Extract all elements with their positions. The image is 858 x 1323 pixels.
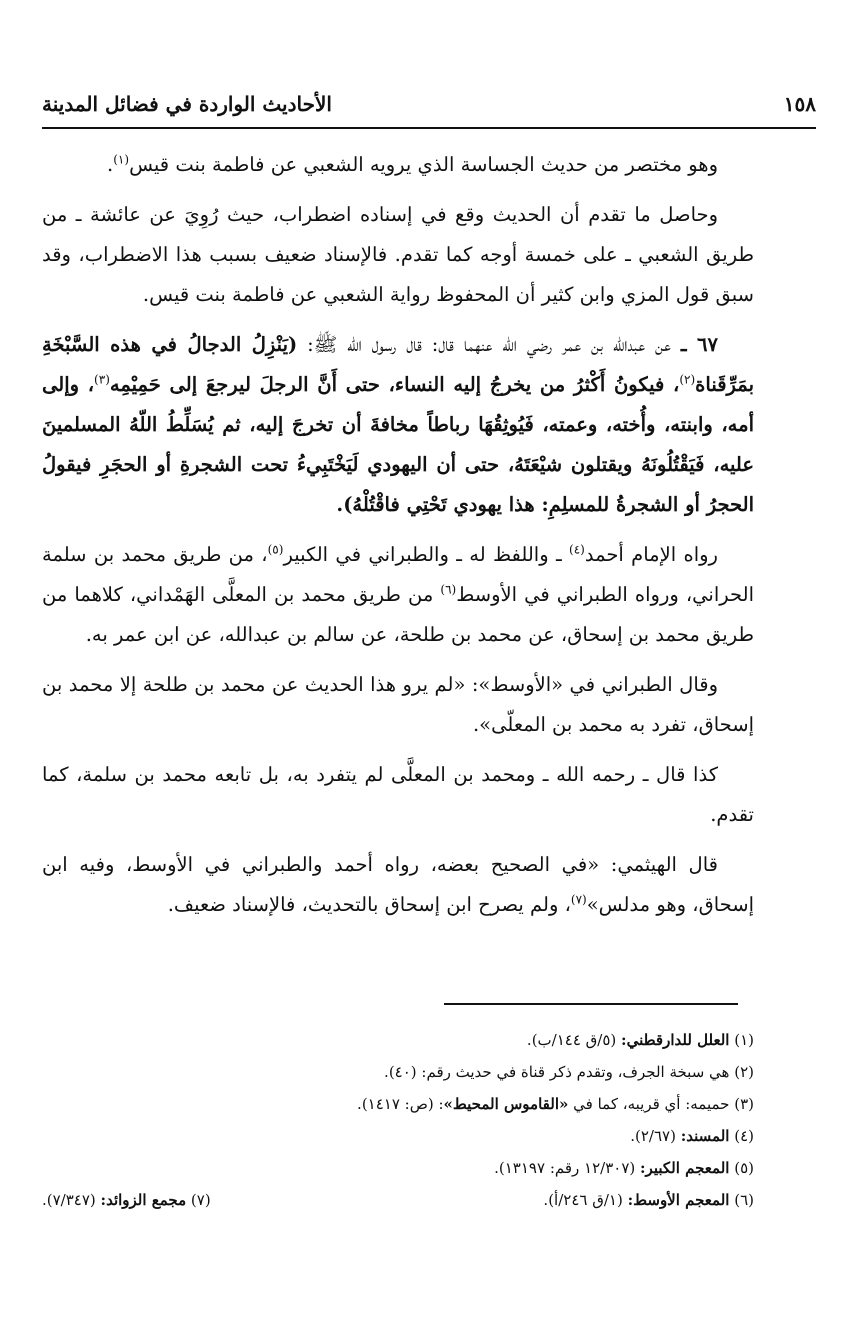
footnote-4-label: المسند:: [680, 1127, 730, 1145]
footnote-7-text: (٧/٣٤٧).: [42, 1191, 101, 1209]
footnote-7-number: (٧): [190, 1191, 211, 1209]
footnote-4-text: (٢/٦٧).: [630, 1127, 681, 1145]
footnote-1-text: (٥/ق ١٤٤/ب).: [526, 1031, 622, 1049]
main-text: [42, 145, 754, 935]
haythami-part-b: ، ولم يصرح ابن إسحاق بالتحديث، فالإسناد ضعيف.: [167, 893, 571, 916]
footnote-6-number: (٦): [734, 1191, 754, 1209]
footnote-5-label: المعجم الكبير:: [640, 1159, 730, 1177]
footnote-ref-4[interactable]: (٤): [569, 542, 585, 557]
footnote-ref-7[interactable]: (٧): [570, 892, 587, 907]
footnotes: [42, 1024, 754, 1216]
hadith-number: ٦٧ ـ: [680, 333, 718, 356]
paragraph-haythami: [42, 845, 754, 925]
haythami-part-a: قال الهيثمي: «في الصحيح بعضه، رواه أحمد والطبراني في الأوسط، وفيه ابن إسحاق، وهو مدلس»: [42, 853, 754, 916]
running-title: الأحاديث الواردة في فضائل المدينة: [42, 92, 332, 116]
footnote-2: [42, 1056, 754, 1088]
hadith-isnad: عن عبدالله بن عمر رضي الله عنهما قال: قال رسول الله ﷺ:: [297, 333, 681, 356]
footnote-4: [42, 1120, 754, 1152]
footnote-ref-5[interactable]: (٥): [267, 542, 284, 557]
paragraph-tabarani: وقال الطبراني في «الأوسط»: «لم يرو هذا الحديث عن محمد بن طلحة إلا محمد بن إسحاق، تفرد به محمد بن المعلّى».: [42, 673, 754, 736]
paragraph-comment: كذا قال ـ رحمه الله ـ ومحمد بن المعلَّى لم يتفرد به، بل تابعه محمد بن سلمة، كما تقدم.: [42, 763, 754, 826]
footnote-6-label: المعجم الأوسط:: [627, 1191, 730, 1209]
footnote-3-text: حميمه: أي قريبه، كما في: [568, 1095, 735, 1113]
paragraph-1-text: وهو مختصر من حديث الجساسة الذي يرويه الشعبي عن فاطمة بنت قيس: [129, 153, 718, 176]
paragraph-1-end: .: [107, 153, 114, 176]
takhrij-part-b: ـ واللفظ له ـ والطبراني في الكبير: [283, 543, 570, 566]
footnote-ref-6[interactable]: (٦): [440, 582, 457, 597]
footnote-divider: [444, 1003, 738, 1005]
takhrij-part-c: ، من طريق محمد بن سلمة الحراني، ورواه الطبراني في الأوسط: [42, 543, 754, 606]
footnote-1: [42, 1024, 754, 1056]
footnote-3-label: «القاموس المحيط»: [443, 1095, 569, 1113]
footnote-6-text: (١/ق ٢٤٦/أ).: [543, 1191, 628, 1209]
hadith-67: [42, 325, 754, 525]
footnote-3-number: (٣): [734, 1095, 754, 1113]
footnote-6: [543, 1184, 754, 1216]
paragraph-1: [42, 145, 754, 185]
paragraph-takhrij: [42, 535, 754, 655]
footnote-1-label: العلل للدارقطني:: [621, 1031, 730, 1049]
footnote-1-number: (١): [734, 1031, 754, 1049]
footnote-5-text: (١٢/٣٠٧ رقم: ١٣١٩٧).: [494, 1159, 641, 1177]
hadith-matn-part-b: ، فيكونُ أَكْثرُ من يخرجُ إليه النساء، حتى أَنَّ الرجلَ ليرجعَ إلى حَمِيْمِه: [109, 373, 680, 396]
page-number: ١٥٨: [783, 92, 816, 116]
footnote-7-label: مجمع الزوائد:: [100, 1191, 187, 1209]
footnote-ref-2[interactable]: (٢): [679, 372, 696, 387]
footnote-3: [42, 1088, 754, 1120]
header-divider: [42, 127, 816, 129]
page-header: [42, 84, 816, 124]
footnote-ref-1[interactable]: (١): [113, 152, 130, 167]
footnote-4-number: (٤): [734, 1127, 754, 1145]
footnote-3-tail: : (ص: ١٤١٧).: [357, 1095, 444, 1113]
footnote-2-number: (٢): [734, 1063, 754, 1081]
hadith-matn-part-a: (يَنْزِلُ الدجالُ في هذه السَّبْخَةِ بمَرِّقَناة: [42, 333, 754, 396]
footnote-5: [42, 1152, 754, 1184]
footnote-5-number: (٥): [734, 1159, 754, 1177]
hadith-matn-part-c: ، وإلى أمه، وابنته، وأُخته، وعمته، فَيُوثِقُهَا رباطاً مخافةَ أن تخرجَ إليه، ثم يُسَلِّطُ اللّهُ المسلمينَ عليه، فَيَقْتُلُونَهُ ويقتلون شيْعَتَهُ، حتى أن اليهودي لَيَخْتَبِيءُ تحت الشجرةِ أو الحجَرِ فيقولُ الحجرُ أو الشجرةُ للمسلِمِ: هذا يهودي تَحْتِي فاقْتُلْهُ).: [42, 373, 754, 516]
footnote-7: [42, 1184, 211, 1216]
takhrij-part-a: رواه الإمام أحمد: [584, 543, 718, 566]
footnote-2-text: هي سبخة الجرف، وتقدم ذكر قناة في حديث رقم: (٤٠).: [384, 1063, 735, 1081]
takhrij-part-d: من طريق محمد بن المعلَّى الهَمْداني، كلاهما من طريق محمد بن إسحاق، عن محمد بن طلحة، عن سالم بن عبدالله، عن ابن عمر به.: [42, 583, 754, 646]
paragraph-2: وحاصل ما تقدم أن الحديث وقع في إسناده اضطراب، حيث رُوِيَ عن عائشة ـ من طريق الشعبي ـ على خمسة أوجه كما تقدم. فالإسناد ضعيف بسبب هذا الاضطراب، وقد سبق قول المزي وابن كثير أن المحفوظ رواية الشعبي عن فاطمة بنت قيس.: [42, 203, 754, 306]
footnote-row-6-7: [42, 1184, 754, 1216]
footnote-ref-3[interactable]: (٣): [94, 372, 110, 387]
